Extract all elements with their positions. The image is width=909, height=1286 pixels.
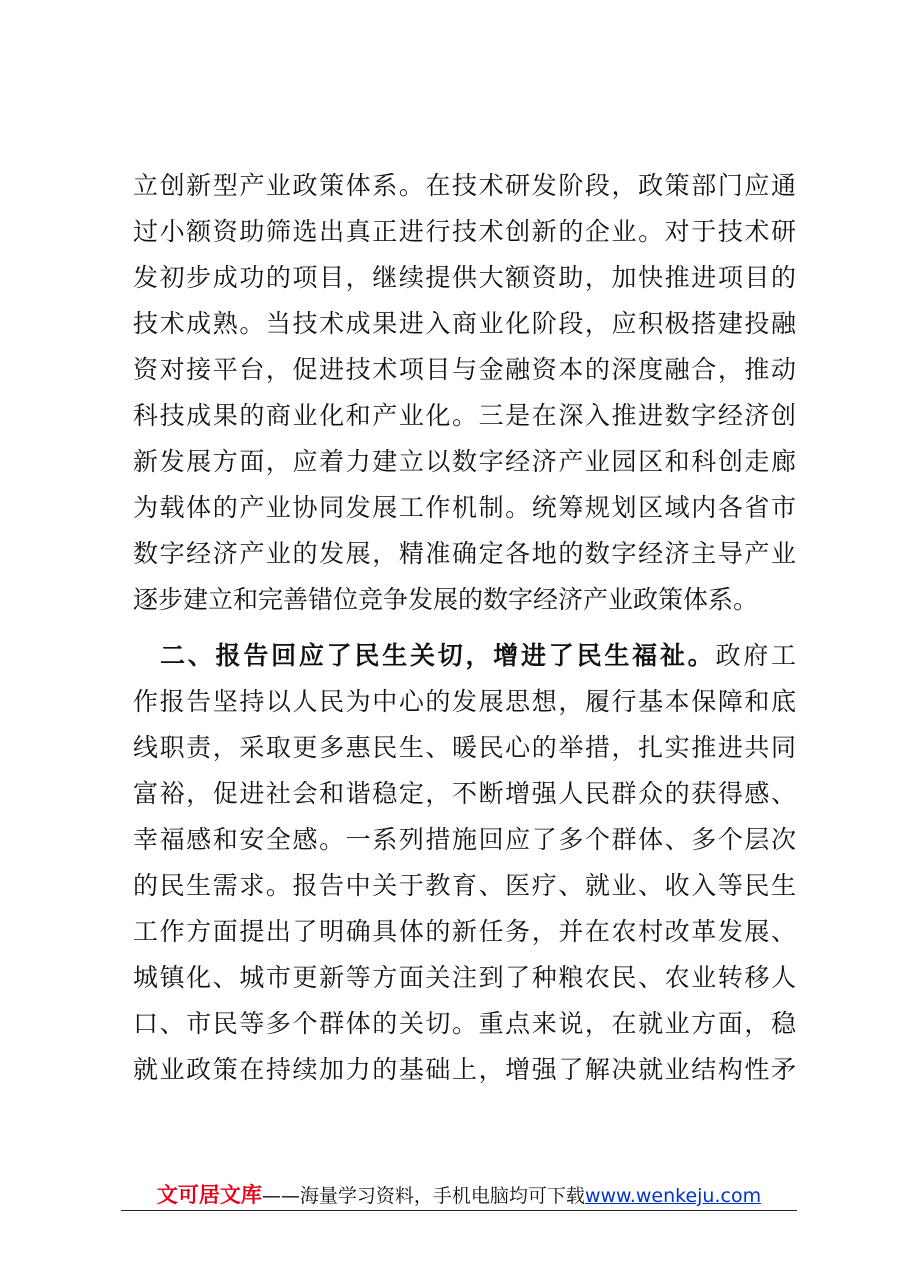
section-line-5: 的民生需求。报告中关于教育、医疗、就业、收入等民生 [133, 871, 796, 900]
footer-website-link[interactable]: www.wenkeju.com [584, 1185, 762, 1207]
body-line-1: 立创新型产业政策体系。在技术研发阶段，政策部门应通 [133, 171, 796, 200]
body-line-10: 逐步建立和完善错位竞争发展的数字经济产业政策体系。 [133, 585, 759, 614]
section-line-4: 幸福感和安全感。一系列措施回应了多个群体、多个层次 [133, 825, 796, 854]
body-line-4: 技术成熟。当技术成果进入商业化阶段，应积极搭建投融 [133, 309, 796, 338]
section-line-7: 城镇化、城市更新等方面关注到了种粮农民、农业转移人 [133, 963, 796, 992]
body-line-3: 发初步成功的项目，继续提供大额资助，加快推进项目的 [133, 263, 796, 292]
section-heading-tail: 政府工 [715, 641, 796, 670]
body-line-6: 科技成果的商业化和产业化。三是在深入推进数字经济创 [133, 401, 796, 430]
section-line-3: 富裕，促进社会和谐稳定，不断增强人民群众的获得感、 [133, 779, 796, 808]
page-footer [121, 1180, 797, 1210]
section-heading-line [160, 636, 796, 676]
section-line-1: 作报告坚持以人民为中心的发展思想，履行基本保障和底 [133, 687, 796, 716]
section-line-9: 就业政策在持续加力的基础上，增强了解决就业结构性矛 [133, 1055, 796, 1084]
section-line-2: 线职责，采取更多惠民生、暖民心的举措，扎实推进共同 [133, 733, 796, 762]
section-line-6: 工作方面提出了明确具体的新任务，并在农村改革发展、 [133, 917, 796, 946]
body-line-2: 过小额资助筛选出真正进行技术创新的企业。对于技术研 [133, 217, 796, 246]
section-line-8: 口、市民等多个群体的关切。重点来说，在就业方面，稳 [133, 1009, 796, 1038]
body-line-5: 资对接平台，促进技术项目与金融资本的深度融合，推动 [133, 355, 796, 384]
footer-brand: 文可居文库 [156, 1183, 262, 1207]
footer-divider [121, 1210, 797, 1211]
section-heading: 二、报告回应了民生关切，增进了民生福祉。 [160, 641, 716, 670]
footer-tagline: ——海量学习资料，手机电脑均可下载 [261, 1185, 585, 1207]
body-line-8: 为载体的产业协同发展工作机制。统筹规划区域内各省市 [133, 493, 796, 522]
body-line-9: 数字经济产业的发展，精准确定各地的数字经济主导产业 [133, 539, 796, 568]
body-line-7: 新发展方面，应着力建立以数字经济产业园区和科创走廊 [133, 447, 796, 476]
